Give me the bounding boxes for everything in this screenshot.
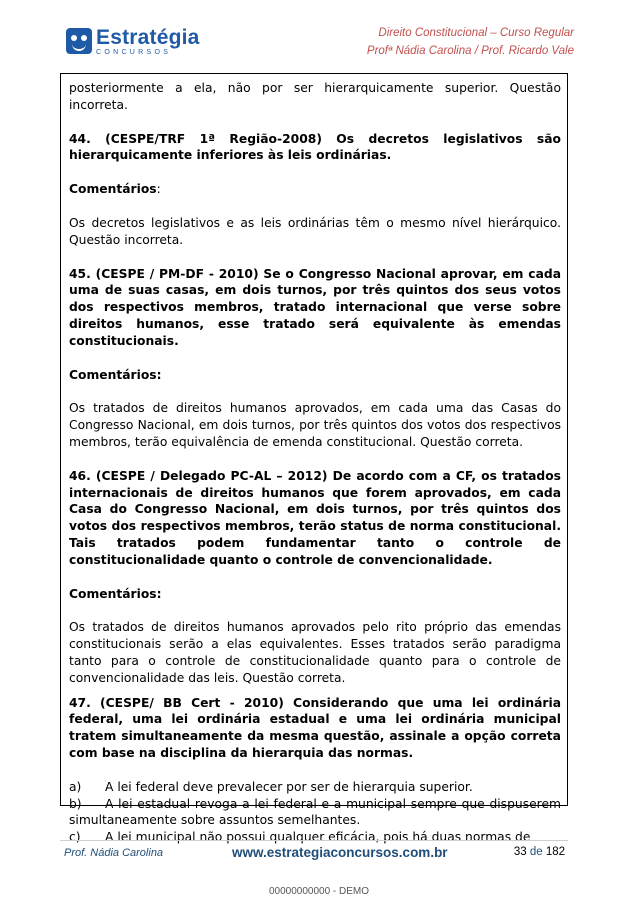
option-b: b) A lei estadual revoga a lei federal e a municipal sempre que dispuserem simultaneamente sobre assuntos semelhantes. [69,796,561,828]
answer-45: Os tratados de direitos humanos aprovados, em cada uma das Casas do Congresso Nacional, em dois turnos, por três quintos dos votos dos respectivos membros, terão equivalência de emenda constitucional. Questão correta. [69,401,561,449]
comments-heading-44: Comentários: [69,182,161,197]
question-45: 45. (CESPE / PM-DF - 2010) Se o Congresso Nacional aprovar, em cada uma de suas casas, em dois turnos, por três quintos dos seus votos dos respectivos membros, tratado internacional que verse sobre direitos humanos, esse tratado será equivalente às emendas constitucionais. [69,266,561,348]
estrategia-logo [66,24,200,58]
content-box [60,73,568,845]
page-number: 33 de 182 [513,846,565,858]
owl-logo-icon [66,28,92,54]
logo-subtitle: CONCURSOS [96,48,172,56]
intro-text: posteriormente a ela, não por ser hierarquicamente superior. Questão incorreta. [69,81,561,112]
page-header [367,24,574,60]
demo-watermark: 00000000000 - DEMO [268,886,370,897]
answer-44: Os decretos legislativos e as leis ordinárias têm o mesmo nível hierárquico. Questão incorreta. [69,215,561,247]
course-title: Direito Constitucional – Curso Regular [378,27,574,39]
comments-heading-45: Comentários: [69,367,162,382]
answer-46: Os tratados de direitos humanos aprovados pelo rito próprio das emendas constitucionais serão a elas equivalentes. Esses tratados serão paradigma tanto para o controle de constitucionalidade quanto para o controle de convencionalidade das leis. Questão correta. [69,620,561,685]
footer-author: Prof. Nádia Carolina [64,847,164,859]
footer-divider [60,840,568,841]
logo-name: Estratégia [96,25,200,49]
footer-site-link[interactable]: www.estrategiaconcursos.com.br [232,845,448,860]
question-44: 44. (CESPE/TRF 1ª Região-2008) Os decretos legislativos são hierarquicamente inferiores às leis ordinárias. [69,131,561,163]
option-a: a) A lei federal deve prevalecer por ser de hierarquia superior. [69,779,473,794]
teachers-line: Profª Nádia Carolina / Prof. Ricardo Vale [366,45,574,57]
question-47: 47. (CESPE/ BB Cert - 2010) Considerando que uma lei ordinária federal, uma lei ordinária estadual e uma lei ordinária municipal tratem simultaneamente da mesma questão, assinale a opção correta com base na disciplina da hierarquia das normas. [69,695,561,760]
question-46: 46. (CESPE / Delegado PC-AL – 2012) De acordo com a CF, os tratados internacionais de direitos humanos que forem aprovados, em cada Casa do Congresso Nacional, em dois turnos, por três quintos dos votos dos respectivos membros, terão status de norma constitucional. Tais tratados podem fundamentar tanto o controle de constitucionalidade quanto o controle de convencionalidade. [69,468,561,567]
comments-heading-46: Comentários: [69,586,162,601]
option-c: c) A lei municipal não possui qualquer eficácia, pois há duas normas de [69,830,531,845]
